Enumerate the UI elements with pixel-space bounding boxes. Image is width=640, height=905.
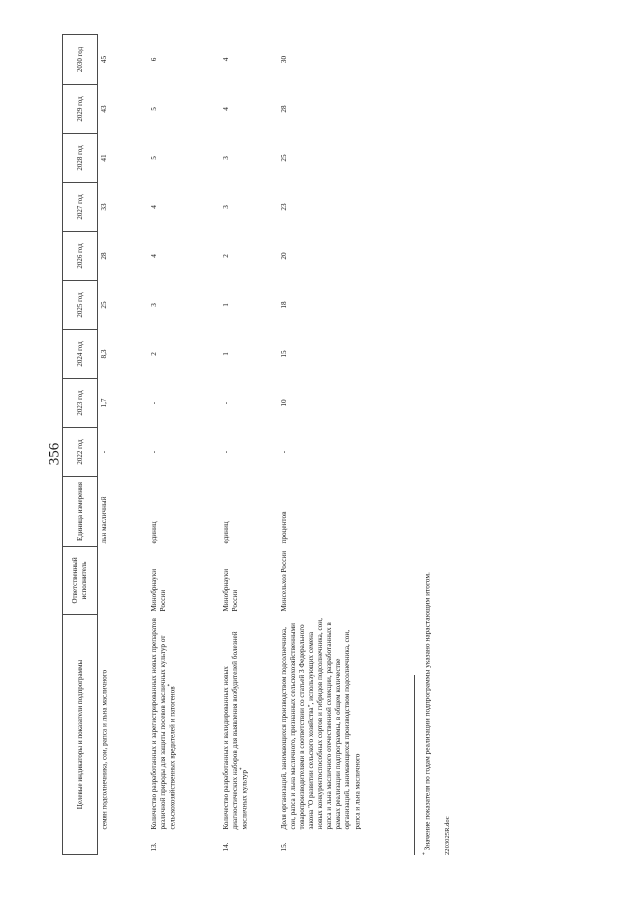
header-unit: Единица измерения (63, 476, 98, 546)
indicator-name: Количество разработанных и зарегистрированных новых препаратов различной природы для защиты посевов масличных культур от сельскохозяйственных вредителей и патогенов (149, 618, 177, 830)
indicator-name: Доля организаций, занимающихся производством подсолнечника, сои, рапса и льна масличного, признанных сельскохозяйственными товаропроизводителями в соответствии со статьей 3 Федерального закона "О развитии сельского хозяйства", использующих семена новых конкурентоспособных сортов и гибридов подсолнечника, сои, рапса и льна масличного отечественной селекции, разработанных в рамках реализации подпрограммы, в общем количестве организаций, занимающихся производством подсолнечника, сои, рапса и льна масличного (279, 618, 362, 830)
indicators-table (62, 34, 364, 855)
row-number: 14. (221, 842, 230, 852)
value-cell: - (100, 450, 108, 454)
header-year: 2026 год (63, 231, 98, 280)
unit-cell: единиц (221, 521, 230, 544)
value-cell: 1,7 (100, 398, 108, 408)
rotated-page-content (62, 35, 462, 855)
table-header-row (63, 34, 98, 854)
header-year: 2025 год (63, 280, 98, 329)
table-row (98, 34, 148, 854)
value-cell: 25 (279, 154, 288, 162)
indicator-text (220, 614, 278, 832)
value-cell: 25 (100, 301, 108, 309)
unit-cell: единиц (149, 521, 158, 544)
value-cell: 4 (149, 254, 158, 258)
table-row (278, 34, 365, 854)
value-cell: 18 (279, 301, 288, 309)
value-cell: 2 (149, 352, 158, 356)
executor-cell: Минсельхоз России (279, 550, 288, 612)
value-cell: 6 (149, 57, 158, 62)
value-cell: 3 (221, 156, 230, 160)
value-cell: 8,3 (100, 349, 108, 359)
value-cell: - (279, 450, 288, 454)
table-row (148, 34, 220, 854)
value-cell: - (221, 450, 230, 454)
value-cell: - (149, 450, 158, 454)
header-year: 2028 год (63, 133, 98, 182)
footnote-mark: * (167, 683, 173, 687)
row-number: 15. (279, 842, 288, 852)
value-cell: 41 (100, 154, 108, 162)
unit-cell: процентов (279, 511, 288, 544)
value-cell: 23 (279, 203, 288, 211)
value-cell: 1 (221, 352, 230, 356)
footnote-mark: * (239, 767, 245, 770)
indicator-text (98, 614, 148, 832)
footnote-divider (414, 675, 415, 855)
value-cell: - (221, 401, 230, 405)
row-number (98, 833, 148, 855)
value-cell: - (149, 401, 158, 405)
document-id: 2203025R.doc (444, 816, 451, 855)
indicator-name: семян подсолнечника, сои, рапса и льна масличного (100, 669, 109, 830)
executor-cell: Минобрнауки России (221, 568, 239, 612)
header-year: 2022 год (63, 427, 98, 476)
value-cell: 30 (279, 55, 288, 64)
table-row (220, 34, 278, 854)
footnote (422, 55, 432, 855)
header-year: 2029 год (63, 84, 98, 133)
header-year: 2030 год (63, 34, 98, 84)
value-cell: 1 (221, 303, 230, 307)
value-cell: 43 (100, 105, 108, 113)
header-year: 2023 год (63, 378, 98, 427)
page-number: 356 (46, 442, 63, 466)
row-number: 13. (149, 842, 158, 852)
value-cell: 5 (149, 156, 158, 160)
unit-cell: льн масличный (100, 496, 108, 544)
header-executor: Ответственный исполнитель (63, 546, 98, 614)
value-cell: 10 (279, 399, 288, 407)
value-cell: 33 (100, 203, 108, 211)
executor-cell (98, 546, 148, 614)
value-cell: 20 (279, 252, 288, 260)
footnote-symbol: * (422, 852, 428, 855)
header-year: 2024 год (63, 329, 98, 378)
executor-cell: Минобрнауки России (149, 568, 167, 612)
value-cell: 3 (149, 303, 158, 307)
value-cell: 4 (149, 205, 158, 209)
header-year: 2027 год (63, 182, 98, 231)
value-cell: 5 (149, 107, 158, 111)
indicator-name: Количество разработанных и валидированных новых диагностических наборов для выявления возбудителей болезней масличных культур (221, 631, 249, 830)
header-indicator: Целевые индикаторы и показатели подпрограммы (63, 614, 98, 854)
value-cell: 28 (279, 105, 288, 113)
footnote-text: Значение показателя по годам реализации подпрограммы указано нарастающим итогом. (422, 572, 432, 851)
value-cell: 45 (100, 55, 108, 64)
value-cell: 4 (221, 107, 230, 111)
value-cell: 4 (221, 57, 230, 62)
indicator-text (278, 614, 365, 832)
value-cell: 28 (100, 252, 108, 260)
value-cell: 15 (279, 350, 288, 358)
indicator-text (148, 614, 220, 832)
value-cell: 3 (221, 205, 230, 209)
value-cell: 2 (221, 254, 230, 258)
